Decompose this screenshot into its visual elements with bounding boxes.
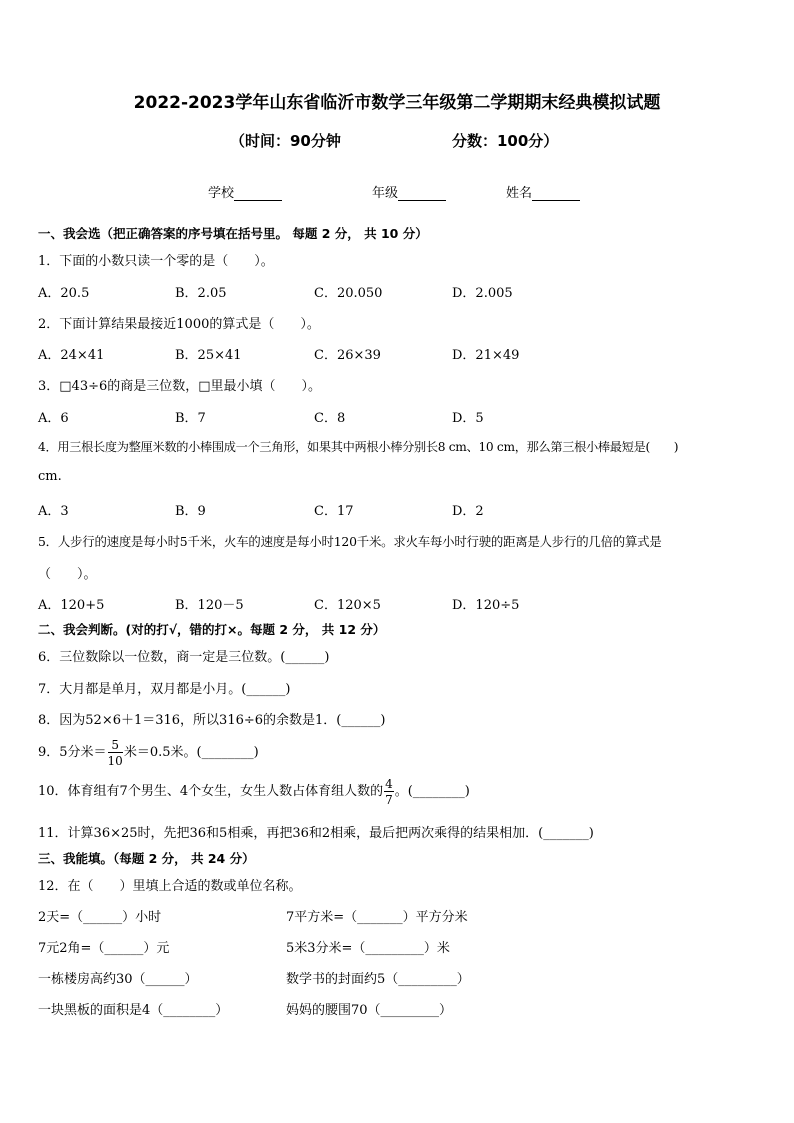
q12-item-2-right: 5米3分米=（_________）米 — [286, 941, 450, 956]
name-field[interactable] — [506, 182, 580, 201]
q4-option-c: C．17 — [314, 504, 354, 519]
grade-blank[interactable] — [398, 187, 446, 201]
q10-fraction — [384, 778, 394, 806]
q2-option-c: C．26×39 — [314, 348, 381, 363]
q8-text: 8．因为52×6＋1＝316，所以316÷6的余数是1．(______) — [38, 713, 386, 728]
q12-item-3-right: 数学书的封面约5（_________） — [286, 972, 470, 987]
q10-post: 。(________) — [394, 784, 470, 799]
section3-heading: 三、我能填。（每题 2 分， 共 24 分） — [38, 851, 255, 866]
q3-text: 3．□43÷6的商是三位数，□里最小填（ ）。 — [38, 379, 322, 394]
q5-option-a: A．120+5 — [38, 598, 105, 613]
q12-text: 12．在（ ）里填上合适的数或单位名称。 — [38, 879, 302, 894]
q5-option-d: D．120÷5 — [452, 598, 520, 613]
exam-score: 分数：100分） — [452, 132, 559, 150]
q10-pre: 10．体育组有7个男生、4个女生，女生人数占体育组人数的 — [38, 784, 384, 799]
q5-option-b: B．120－5 — [175, 598, 244, 613]
q2-text: 2．下面计算结果最接近1000的算式是（ ）。 — [38, 317, 320, 332]
exam-title: 2022-2023学年山东省临沂市数学三年级第二学期期末经典模拟试题 — [133, 93, 661, 113]
q12-item-4-right: 妈妈的腰围70（_________） — [286, 1003, 453, 1018]
exam-time: （时间：90分钟 — [230, 132, 341, 150]
q10-numerator: 4 — [385, 776, 393, 791]
school-field[interactable] — [208, 182, 282, 201]
q4-text: 4．用三根长度为整厘米数的小棒围成一个三角形，如果其中两根小棒分别长8 cm、10 cm，那么第三根小棒最短是( ) — [38, 440, 679, 454]
q11-text: 11．计算36×25时，先把36和5相乘，再把36和2相乘，最后把两次乘得的结果相加．(_______) — [38, 826, 594, 841]
q9-numerator: 5 — [108, 739, 123, 753]
q1-option-b: B．2.05 — [175, 286, 227, 301]
section1-heading: 一、我会选（把正确答案的序号填在括号里。 每题 2 分， 共 10 分） — [38, 226, 428, 241]
q9-post: 米＝0.5米。(________) — [123, 745, 259, 760]
q9-denominator: 10 — [107, 753, 123, 768]
q9-fraction — [108, 739, 123, 767]
name-blank[interactable] — [532, 187, 580, 201]
q5-option-c: C．120×5 — [314, 598, 381, 613]
name-label: 姓名 — [506, 186, 533, 201]
q12-item-3-left: 一栋楼房高约30（______） — [38, 972, 198, 987]
q10-denominator: 7 — [385, 792, 393, 807]
school-blank[interactable] — [234, 187, 282, 201]
school-label: 学校 — [208, 186, 235, 201]
q1-option-d: D．2.005 — [452, 286, 513, 301]
q1-option-c: C．20.050 — [314, 286, 383, 301]
q9-text — [38, 733, 259, 773]
q12-item-1-right: 7平方米=（_______）平方分米 — [286, 910, 468, 925]
q6-text: 6．三位数除以一位数，商一定是三位数。(______) — [38, 650, 330, 665]
q5-text-cont: （ ）。 — [38, 567, 97, 582]
q3-option-a: A．6 — [38, 411, 69, 426]
q4-option-b: B．9 — [175, 504, 206, 519]
q9-pre: 9．5分米＝ — [38, 745, 107, 760]
q4-text-cont: cm. — [38, 469, 62, 484]
q2-option-a: A．24×41 — [38, 348, 105, 363]
q4-option-a: A．3 — [38, 504, 69, 519]
q2-option-b: B．25×41 — [175, 348, 242, 363]
q1-option-a: A．20.5 — [38, 286, 90, 301]
q2-option-d: D．21×49 — [452, 348, 520, 363]
grade-label: 年级 — [372, 186, 399, 201]
q7-text: 7．大月都是单月，双月都是小月。(______) — [38, 682, 291, 697]
q12-item-2-left: 7元2角=（______）元 — [38, 941, 170, 956]
q3-option-c: C．8 — [314, 411, 346, 426]
section2-heading: 二、我会判断。(对的打√，错的打×。每题 2 分， 共 12 分） — [38, 622, 386, 637]
q1-text: 1．下面的小数只读一个零的是（ ）。 — [38, 254, 274, 269]
q5-text: 5．人步行的速度是每小时5千米，火车的速度是每小时120千米。求火车每小时行驶的距离是人步行的几倍的算式是 — [38, 534, 662, 549]
q12-item-4-left: 一块黑板的面积是4（________） — [38, 1003, 229, 1018]
q10-text — [38, 772, 470, 812]
q4-option-d: D．2 — [452, 504, 484, 519]
q12-item-1-left: 2天=（______）小时 — [38, 910, 162, 925]
q3-option-b: B．7 — [175, 411, 206, 426]
grade-field[interactable] — [372, 182, 446, 201]
q3-option-d: D．5 — [452, 411, 484, 426]
